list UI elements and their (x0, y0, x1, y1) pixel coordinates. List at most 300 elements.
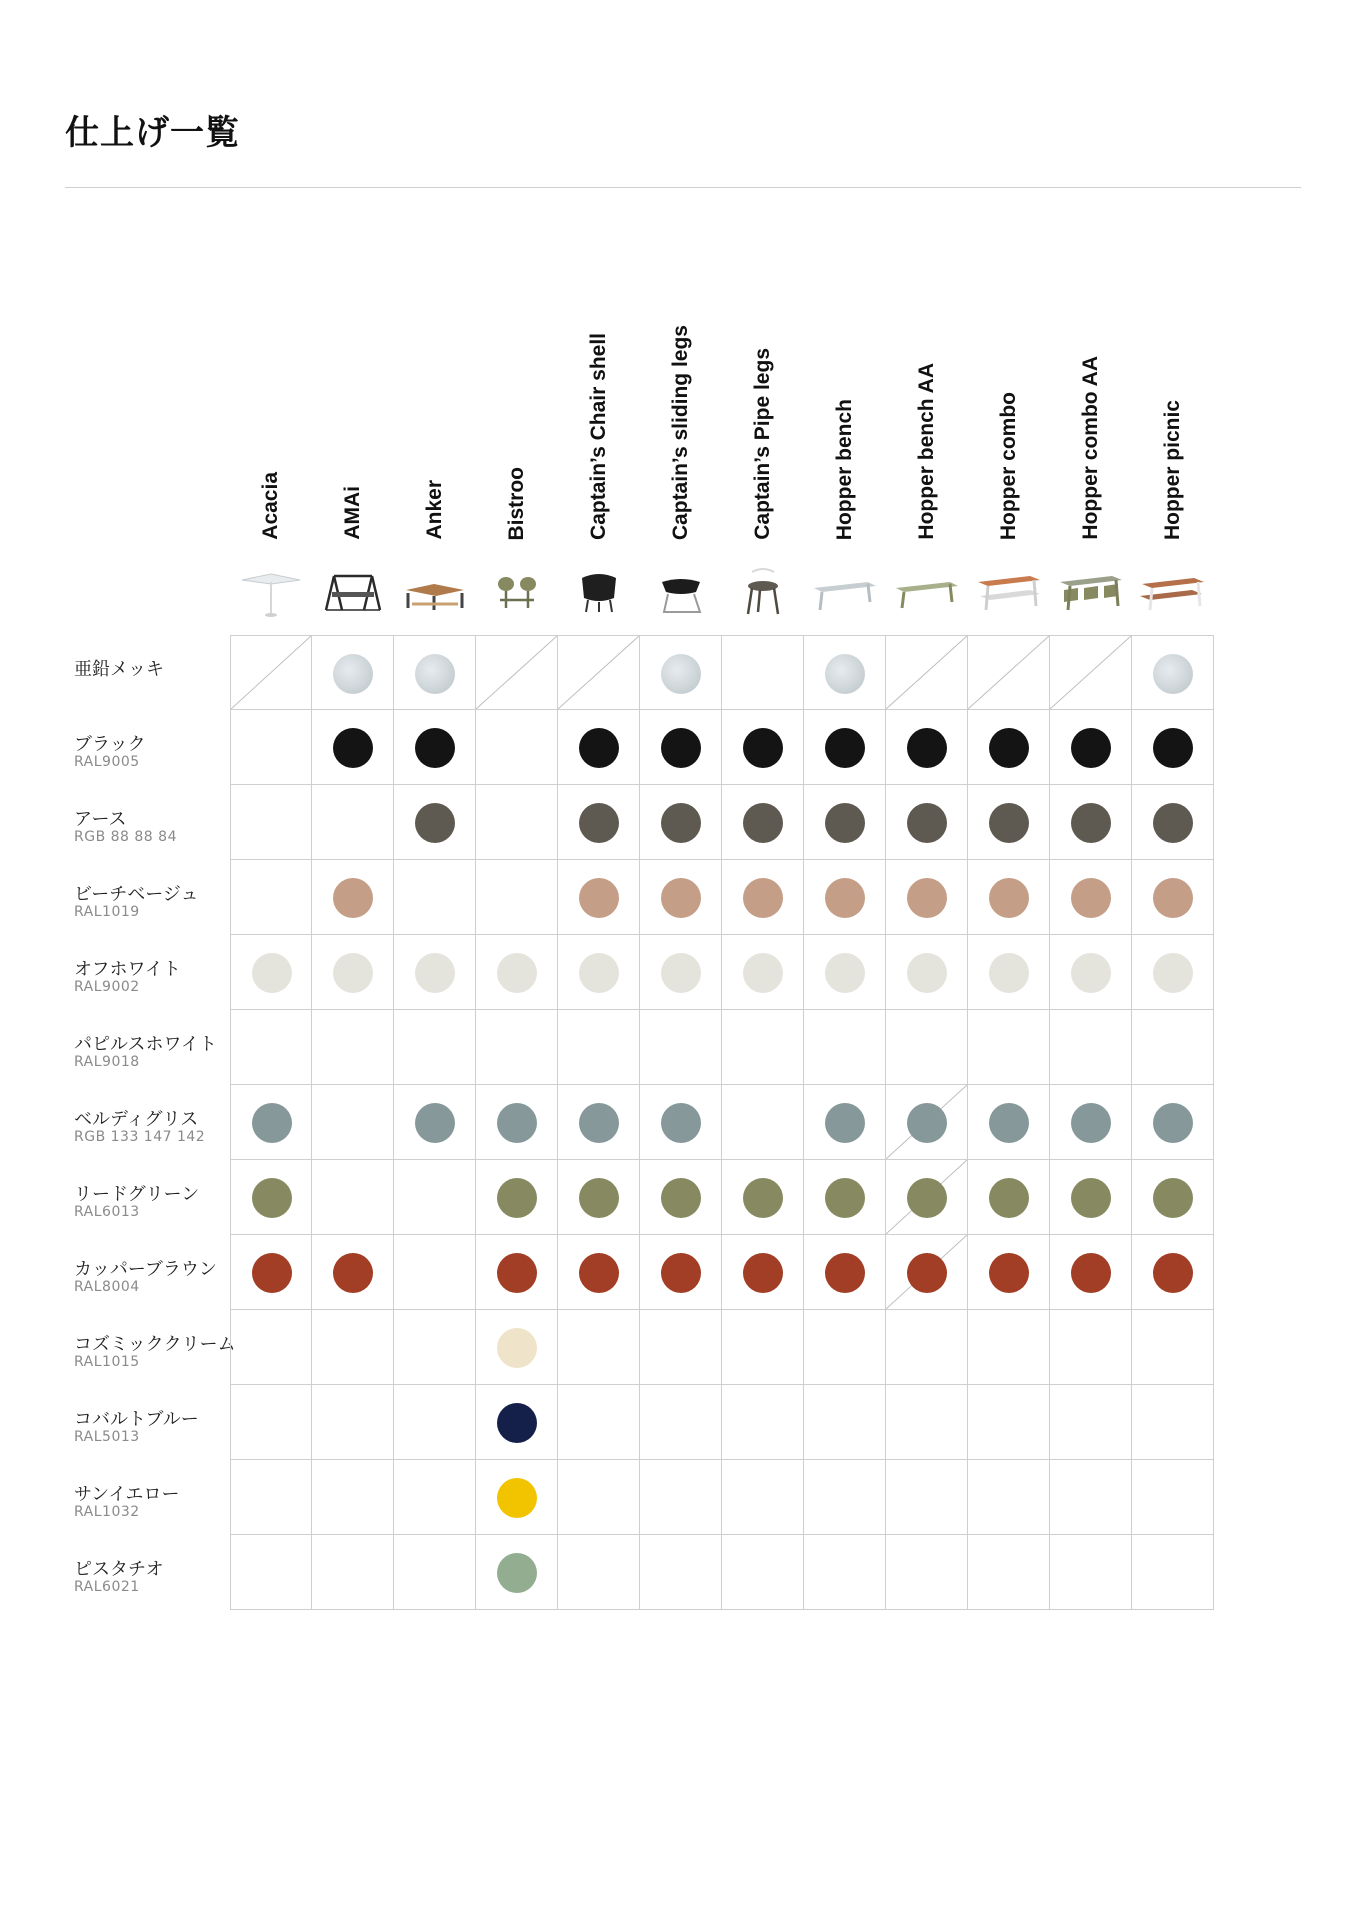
grid-cell (886, 1010, 968, 1085)
grid-cell (558, 1010, 640, 1085)
finish-swatch (825, 1178, 865, 1218)
product-name: Hopper combo (997, 391, 1020, 540)
finish-swatch (252, 1178, 292, 1218)
grid-cell (640, 1085, 722, 1160)
finish-swatch (825, 1103, 865, 1143)
grid-cell (558, 1385, 640, 1460)
grid-cell (476, 860, 558, 935)
product-name: Hopper bench (833, 398, 856, 540)
grid-cell (230, 1085, 312, 1160)
grid-cell (804, 785, 886, 860)
grid-cell (968, 860, 1050, 935)
finish-swatch (333, 654, 373, 694)
grid-cell (804, 1310, 886, 1385)
anker-product-icon (394, 560, 476, 622)
grid-cell (1132, 635, 1214, 710)
finish-label (74, 860, 232, 935)
grid-cell (558, 860, 640, 935)
grid-cell (394, 1460, 476, 1535)
product-header (312, 200, 394, 540)
grid-cell (1050, 1535, 1132, 1610)
finish-swatch (497, 1253, 537, 1293)
product-header (886, 200, 968, 540)
finish-name: パピルスホワイト (74, 1034, 217, 1055)
grid-cell (722, 785, 804, 860)
finish-swatch (1153, 1103, 1193, 1143)
grid-cell (476, 1310, 558, 1385)
grid-cell (312, 935, 394, 1010)
finish-swatch (252, 1253, 292, 1293)
finish-code: RAL9005 (74, 754, 140, 770)
product-header (640, 200, 722, 540)
grid-cell (476, 1535, 558, 1610)
grid-cell (722, 1535, 804, 1610)
grid-cell (394, 785, 476, 860)
grid-cell (722, 1460, 804, 1535)
grid-cell (476, 1010, 558, 1085)
grid-cell (968, 1010, 1050, 1085)
finish-swatch (252, 953, 292, 993)
finish-code: RAL8004 (74, 1279, 140, 1295)
grid-cell (722, 1160, 804, 1235)
grid-cell (1132, 935, 1214, 1010)
finish-swatch (989, 878, 1029, 918)
finish-swatch (497, 1103, 537, 1143)
finish-code: RGB 133 147 142 (74, 1129, 206, 1145)
grid-cell (886, 1535, 968, 1610)
product-header (476, 200, 558, 540)
page-title: 仕上げ一覧 (65, 113, 240, 153)
finish-swatch (497, 1328, 537, 1368)
grid-cell (1132, 860, 1214, 935)
finish-swatch (661, 803, 701, 843)
product-name: Hopper combo AA (1079, 356, 1102, 540)
grid-cell (886, 935, 968, 1010)
grid-cell (640, 1310, 722, 1385)
finish-swatch (415, 953, 455, 993)
finish-label (74, 710, 232, 785)
grid-cell (394, 1385, 476, 1460)
finish-swatch (825, 803, 865, 843)
grid-cell (476, 935, 558, 1010)
grid-cell (968, 710, 1050, 785)
grid-cell (558, 1535, 640, 1610)
finish-swatch (989, 803, 1029, 843)
grid-cell (804, 860, 886, 935)
grid-cell (394, 1160, 476, 1235)
grid-cell (640, 1460, 722, 1535)
finish-swatch (415, 654, 455, 694)
finish-name: 亜鉛メッキ (74, 659, 164, 680)
hopper-bench-product-icon (804, 560, 886, 622)
finish-swatch (989, 1253, 1029, 1293)
grid-cell (312, 1085, 394, 1160)
finish-swatch (497, 1478, 537, 1518)
grid-cell (230, 1310, 312, 1385)
title-divider (65, 187, 1301, 188)
finish-code: RGB 88 88 84 (74, 829, 177, 845)
acacia-product-icon (230, 560, 312, 622)
grid-cell (1132, 710, 1214, 785)
grid-cell (886, 1385, 968, 1460)
finish-swatch (661, 1178, 701, 1218)
grid-cell (558, 1310, 640, 1385)
grid-cell (886, 1310, 968, 1385)
finish-swatch (497, 1403, 537, 1443)
finish-code: RAL1032 (74, 1504, 140, 1520)
finish-swatch (825, 728, 865, 768)
grid-cell (230, 1460, 312, 1535)
finish-swatch (1071, 1178, 1111, 1218)
not-available-mark (231, 636, 311, 709)
finish-swatch (579, 803, 619, 843)
finish-swatch (333, 953, 373, 993)
grid-cell (1132, 1460, 1214, 1535)
grid-cell (722, 1010, 804, 1085)
grid-cell (804, 635, 886, 710)
not-available-mark (968, 636, 1049, 709)
finish-name: カッパーブラウン (74, 1259, 217, 1280)
finish-label (74, 785, 232, 860)
grid-cell (968, 1535, 1050, 1610)
grid-cell (312, 1010, 394, 1085)
finish-swatch (1153, 654, 1193, 694)
grid-cell (722, 710, 804, 785)
captains-chair-shell-product-icon (558, 560, 640, 622)
grid-cell (722, 1235, 804, 1310)
grid-cell (230, 1535, 312, 1610)
grid-cell (722, 1310, 804, 1385)
grid-cell (558, 1235, 640, 1310)
grid-cell (312, 785, 394, 860)
grid-cell (886, 1460, 968, 1535)
product-header (722, 200, 804, 540)
finish-label (74, 635, 232, 710)
grid-cell (312, 1460, 394, 1535)
finish-code: RAL9002 (74, 979, 140, 995)
product-header (804, 200, 886, 540)
finish-swatch (497, 953, 537, 993)
grid-cell (804, 1460, 886, 1535)
grid-cell (640, 1010, 722, 1085)
finish-swatch (1153, 953, 1193, 993)
grid-cell (1050, 1010, 1132, 1085)
finish-swatch (333, 1253, 373, 1293)
grid-cell (476, 1460, 558, 1535)
finish-swatch (743, 878, 783, 918)
grid-cell (558, 785, 640, 860)
grid-cell (558, 1460, 640, 1535)
finish-label (74, 1460, 232, 1535)
hopper-picnic-product-icon (1132, 560, 1214, 622)
grid-cell (968, 785, 1050, 860)
finish-swatch (252, 1103, 292, 1143)
grid-cell (1132, 1235, 1214, 1310)
finish-code: RAL9018 (74, 1054, 140, 1070)
finish-label (74, 935, 232, 1010)
grid-cell (886, 860, 968, 935)
captains-pipe-legs-product-icon (722, 560, 804, 622)
grid-cell (1050, 785, 1132, 860)
captains-sliding-legs-product-icon (640, 560, 722, 622)
finish-swatch (907, 953, 947, 993)
grid-cell (1132, 1160, 1214, 1235)
finish-swatch (661, 878, 701, 918)
grid-cell (230, 635, 312, 710)
grid-cell (476, 710, 558, 785)
grid-cell (968, 1085, 1050, 1160)
grid-cell (312, 710, 394, 785)
grid-cell (394, 635, 476, 710)
finish-swatch (907, 878, 947, 918)
grid-cell (722, 1085, 804, 1160)
grid-cell (1132, 1010, 1214, 1085)
grid-cell (640, 860, 722, 935)
finish-swatch (1071, 728, 1111, 768)
grid-cell (968, 1160, 1050, 1235)
finish-swatch (415, 803, 455, 843)
not-available-mark (886, 636, 967, 709)
finish-name: ブラック (74, 734, 146, 755)
product-name: AMAi (341, 486, 364, 540)
grid-cell (312, 1310, 394, 1385)
grid-cell (476, 1085, 558, 1160)
finish-swatch (497, 1178, 537, 1218)
product-name: Acacia (259, 472, 282, 540)
finish-swatch (743, 1253, 783, 1293)
grid-cell (476, 1235, 558, 1310)
grid-cell (230, 935, 312, 1010)
grid-cell (1132, 785, 1214, 860)
grid-cell (1132, 1385, 1214, 1460)
grid-cell (1050, 710, 1132, 785)
grid-cell (394, 710, 476, 785)
finish-swatch (333, 878, 373, 918)
grid-cell (968, 1385, 1050, 1460)
finish-name: オフホワイト (74, 959, 181, 980)
finish-swatch (743, 1178, 783, 1218)
grid-cell (1050, 1385, 1132, 1460)
grid-cell (312, 1160, 394, 1235)
grid-cell (394, 1535, 476, 1610)
finish-swatch (989, 1103, 1029, 1143)
finish-name: サンイエロー (74, 1484, 180, 1505)
grid-cell (558, 935, 640, 1010)
grid-cell (640, 1535, 722, 1610)
product-header (1050, 200, 1132, 540)
grid-cell (1132, 1535, 1214, 1610)
grid-cell (804, 1385, 886, 1460)
not-available-mark (1050, 636, 1131, 709)
amai-product-icon (312, 560, 394, 622)
finish-swatch (825, 878, 865, 918)
grid-cell (722, 935, 804, 1010)
hopper-combo-product-icon (968, 560, 1050, 622)
finish-label (74, 1385, 232, 1460)
finish-swatch (1071, 1103, 1111, 1143)
finish-label (74, 1010, 232, 1085)
finish-swatch (743, 803, 783, 843)
grid-cell (558, 1085, 640, 1160)
grid-cell (1050, 1310, 1132, 1385)
finish-code: RAL1015 (74, 1354, 140, 1370)
finish-swatch (1071, 803, 1111, 843)
grid-cell (804, 1535, 886, 1610)
grid-cell (1050, 935, 1132, 1010)
product-header (394, 200, 476, 540)
grid-cell (722, 1385, 804, 1460)
grid-cell (804, 1085, 886, 1160)
finish-swatch (1153, 728, 1193, 768)
finish-swatch (1153, 1178, 1193, 1218)
grid-cell (886, 1085, 968, 1160)
bistroo-product-icon (476, 560, 558, 622)
finish-swatch (825, 654, 865, 694)
grid-cell (1050, 1235, 1132, 1310)
grid-cell (1050, 1085, 1132, 1160)
finish-swatch (1071, 953, 1111, 993)
grid-cell (558, 1160, 640, 1235)
finish-name: コズミッククリーム (74, 1334, 236, 1355)
finish-code: RAL1019 (74, 904, 140, 920)
grid-cell (230, 710, 312, 785)
grid-cell (804, 935, 886, 1010)
grid-cell (394, 860, 476, 935)
grid-cell (1050, 1160, 1132, 1235)
grid-cell (230, 785, 312, 860)
product-name: Hopper bench AA (915, 363, 938, 540)
finish-swatch (661, 654, 701, 694)
grid-cell (230, 860, 312, 935)
product-name: Bistroo (505, 466, 528, 540)
finish-swatch (415, 728, 455, 768)
finish-availability-grid (230, 635, 1214, 1616)
grid-cell (1050, 860, 1132, 935)
finish-swatch (1153, 878, 1193, 918)
finish-swatch (1153, 1253, 1193, 1293)
product-header (558, 200, 640, 540)
finish-swatch (989, 728, 1029, 768)
finish-swatch (907, 1253, 947, 1293)
grid-cell (640, 1160, 722, 1235)
finish-name: アース (74, 809, 127, 830)
finish-swatch (825, 1253, 865, 1293)
grid-cell (476, 785, 558, 860)
product-name: Anker (423, 480, 446, 540)
finish-swatch (1153, 803, 1193, 843)
finish-swatch (907, 1178, 947, 1218)
grid-cell (886, 1235, 968, 1310)
grid-cell (312, 635, 394, 710)
finish-swatch (661, 728, 701, 768)
finish-swatch (989, 1178, 1029, 1218)
finish-swatch (907, 1103, 947, 1143)
finish-swatch (579, 878, 619, 918)
grid-cell (394, 935, 476, 1010)
grid-cell (230, 1010, 312, 1085)
grid-cell (476, 1385, 558, 1460)
hopper-bench-aa-product-icon (886, 560, 968, 622)
grid-cell (1050, 635, 1132, 710)
finish-swatch (579, 1103, 619, 1143)
grid-cell (394, 1235, 476, 1310)
finish-name: リードグリーン (74, 1184, 200, 1205)
product-name: Captain’s Pipe legs (751, 348, 774, 540)
grid-cell (640, 1385, 722, 1460)
finish-swatch (907, 803, 947, 843)
finish-swatch (661, 1103, 701, 1143)
product-header (1132, 200, 1214, 540)
finish-swatch (743, 953, 783, 993)
grid-cell (230, 1235, 312, 1310)
finish-label (74, 1310, 236, 1385)
finish-code: RAL6013 (74, 1204, 140, 1220)
finish-swatch (661, 1253, 701, 1293)
grid-cell (312, 1535, 394, 1610)
grid-cell (968, 935, 1050, 1010)
finish-name: ベルディグリス (74, 1109, 199, 1130)
finish-label (74, 1535, 232, 1610)
grid-cell (640, 1235, 722, 1310)
grid-cell (804, 1235, 886, 1310)
grid-cell (886, 1160, 968, 1235)
finish-swatch (1071, 1253, 1111, 1293)
grid-cell (640, 785, 722, 860)
finish-swatch (497, 1553, 537, 1593)
grid-cell (1132, 1085, 1214, 1160)
grid-cell (640, 710, 722, 785)
product-header (230, 200, 312, 540)
finish-swatch (579, 1178, 619, 1218)
product-name: Hopper picnic (1161, 399, 1184, 540)
grid-cell (640, 635, 722, 710)
grid-cell (804, 1010, 886, 1085)
grid-cell (394, 1010, 476, 1085)
finish-name: ピスタチオ (74, 1559, 164, 1580)
finish-swatch (1071, 878, 1111, 918)
grid-cell (886, 785, 968, 860)
product-header (968, 200, 1050, 540)
finish-label (74, 1235, 232, 1310)
grid-cell (722, 860, 804, 935)
grid-cell (558, 710, 640, 785)
grid-cell (968, 1460, 1050, 1535)
grid-cell (476, 635, 558, 710)
grid-cell (230, 1160, 312, 1235)
grid-cell (804, 710, 886, 785)
grid-cell (476, 1160, 558, 1235)
finish-swatch (989, 953, 1029, 993)
hopper-combo-aa-product-icon (1050, 560, 1132, 622)
finish-swatch (579, 728, 619, 768)
finish-swatch (579, 1253, 619, 1293)
grid-cell (886, 710, 968, 785)
grid-cell (640, 935, 722, 1010)
finish-swatch (415, 1103, 455, 1143)
grid-cell (1132, 1310, 1214, 1385)
grid-cell (968, 1310, 1050, 1385)
grid-cell (886, 635, 968, 710)
finish-code: RAL6021 (74, 1579, 140, 1595)
grid-cell (968, 635, 1050, 710)
finish-label (74, 1085, 232, 1160)
grid-cell (804, 1160, 886, 1235)
grid-cell (558, 635, 640, 710)
finish-name: コバルトブルー (74, 1409, 199, 1430)
finish-swatch (333, 728, 373, 768)
finish-swatch (907, 728, 947, 768)
grid-cell (312, 1235, 394, 1310)
